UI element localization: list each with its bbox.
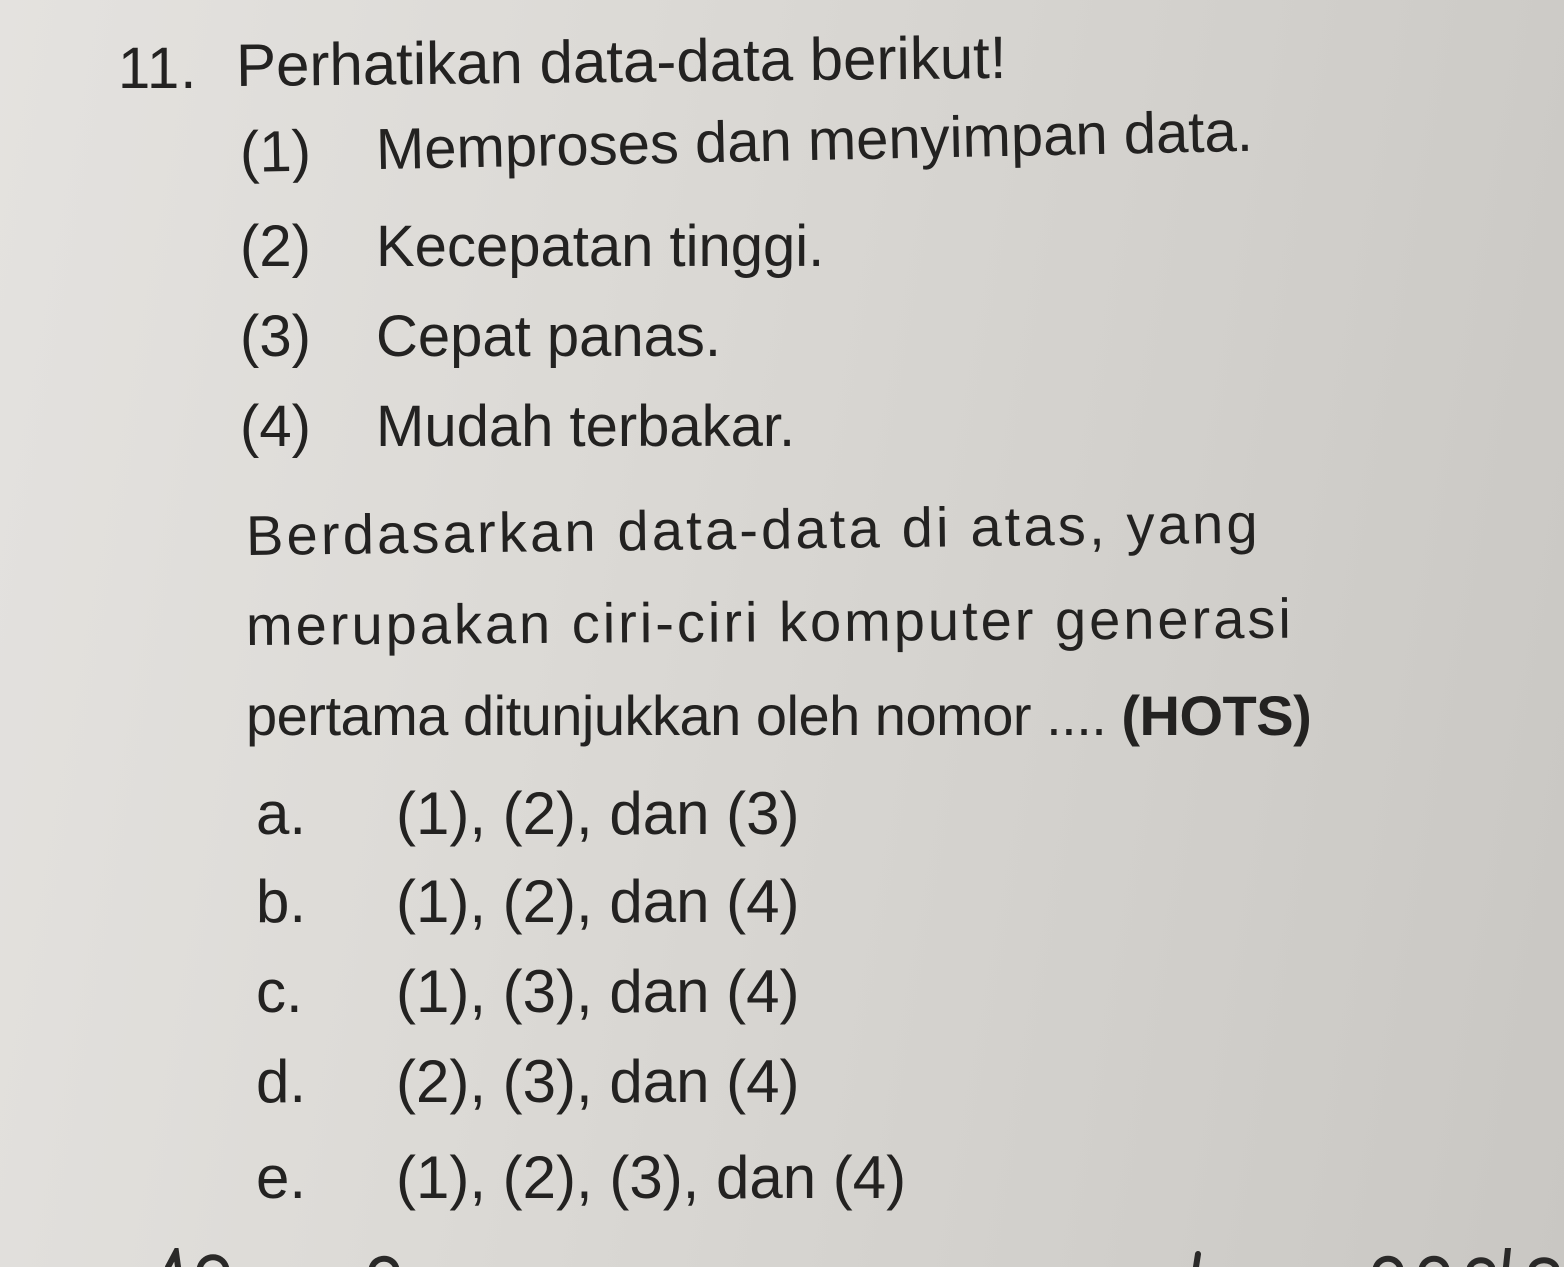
hots-tag: (HOTS) (1121, 684, 1312, 747)
option-letter: d. (256, 1048, 307, 1115)
option-e[interactable] (256, 1144, 907, 1211)
data-item-number: (3) (240, 304, 311, 369)
data-item-number: (2) (240, 214, 311, 279)
option-d[interactable] (256, 1048, 800, 1115)
question-stem-line-3 (246, 684, 1556, 747)
data-item-3 (240, 304, 722, 369)
data-item-2 (240, 214, 825, 279)
option-letter: b. (256, 868, 307, 935)
question-stem-text: pertama ditunjukkan oleh nomor .... (246, 684, 1107, 747)
option-letter: a. (256, 780, 307, 847)
question-stem-line-2: merupakan ciri-ciri komputer generasi (245, 586, 1294, 657)
data-item-text: Cepat panas. (376, 304, 722, 369)
option-text: (1), (3), dan (4) (396, 958, 800, 1025)
question-title: Perhatikan data-data berikut! (235, 23, 1007, 99)
data-item-text: Memproses dan menyimpan data. (375, 98, 1254, 183)
data-item-number: (1) (239, 118, 312, 185)
data-item-text: Mudah terbakar. (376, 394, 796, 459)
option-letter: e. (256, 1144, 307, 1211)
option-c[interactable] (256, 958, 800, 1025)
option-a[interactable] (256, 780, 800, 847)
option-text: (1), (2), dan (3) (396, 780, 800, 847)
data-item-4 (240, 394, 796, 459)
option-text: (1), (2), dan (4) (396, 868, 800, 935)
data-item-1 (239, 98, 1254, 185)
data-item-text: Kecepatan tinggi. (376, 214, 825, 279)
question-stem-line-1: Berdasarkan data-data di atas, yang (245, 491, 1262, 567)
data-item-number: (4) (240, 394, 311, 459)
cut-off-next-line (160, 1248, 1560, 1267)
option-b[interactable] (256, 868, 800, 935)
question-number: 11. (118, 36, 198, 101)
option-text: (2), (3), dan (4) (396, 1048, 800, 1115)
option-letter: c. (256, 958, 303, 1025)
option-text: (1), (2), (3), dan (4) (396, 1144, 907, 1211)
